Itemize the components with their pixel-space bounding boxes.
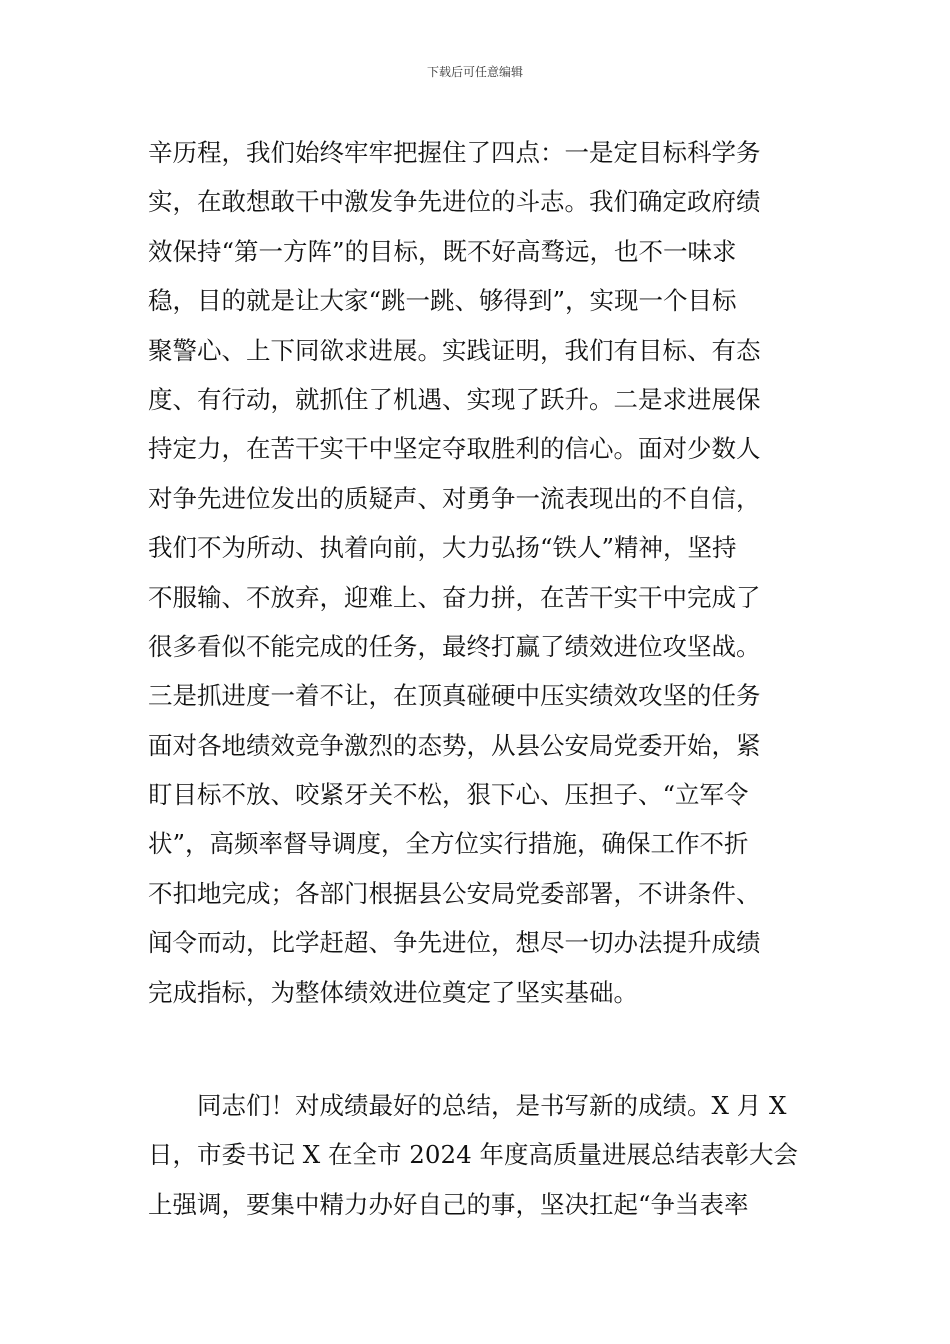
text-line: 同志们！对成绩最好的总结，是书写新的成绩。X 月 X bbox=[197, 1091, 787, 1121]
paragraph-spacer bbox=[148, 1017, 808, 1081]
text-line: 聚警心、上下同欲求进展。实践证明，我们有目标、有态 bbox=[148, 335, 761, 365]
text-line: 状”，高频率督导调度，全方位实行措施，确保工作不折 bbox=[148, 829, 749, 859]
text-line: 上强调，要集中精力办好自己的事，坚决扛起“争当表率 bbox=[148, 1189, 749, 1219]
text-line: 我们不为所动、执着向前，大力弘扬“铁人”精神，坚持 bbox=[148, 533, 737, 563]
text-line: 完成指标，为整体绩效进位奠定了坚实基础。 bbox=[148, 977, 638, 1007]
text-line: 面对各地绩效竞争激烈的态势，从县公安局党委开始，紧 bbox=[148, 730, 761, 760]
text-line: 不服输、不放弃，迎难上、奋力拼，在苦干实干中完成了 bbox=[148, 582, 761, 612]
text-line: 很多看似不能完成的任务，最终打赢了绩效进位攻坚战。 bbox=[148, 631, 761, 661]
text-line: 度、有行动，就抓住了机遇、实现了跃升。二是求进展保 bbox=[148, 384, 761, 414]
text-line: 效保持“第一方阵”的目标，既不好高骛远，也不一味求 bbox=[148, 236, 737, 266]
text-line: 盯目标不放、咬紧牙关不松，狠下心、压担子、“立军令 bbox=[148, 780, 749, 810]
text-line: 三是抓进度一着不让，在顶真碰硬中压实绩效攻坚的任务 bbox=[148, 681, 761, 711]
page-header-note: 下载后可任意编辑 bbox=[426, 65, 523, 79]
text-line: 对争先进位发出的质疑声、对勇争一流表现出的不自信， bbox=[148, 483, 761, 513]
text-line: 实，在敢想敢干中激发争先进位的斗志。我们确定政府绩 bbox=[148, 187, 761, 217]
text-line: 持定力，在苦干实干中坚定夺取胜利的信心。面对少数人 bbox=[148, 434, 761, 464]
text-line: 稳，目的就是让大家“跳一跳、够得到”，实现一个目标 bbox=[148, 286, 737, 316]
text-line: 辛历程，我们始终牢牢把握住了四点：一是定目标科学务 bbox=[148, 138, 761, 167]
paragraph-1 bbox=[148, 128, 808, 1017]
text-line: 日，市委书记 X 在全市 2024 年度高质量进展总结表彰大会 bbox=[148, 1140, 798, 1170]
text-line: 不扣地完成；各部门根据县公安局党委部署，不讲条件、 bbox=[148, 878, 761, 908]
document-body bbox=[148, 128, 808, 1229]
text-line: 闻令而动，比学赶超、争先进位，想尽一切办法提升成绩 bbox=[148, 928, 761, 958]
paragraph-2 bbox=[148, 1081, 808, 1229]
